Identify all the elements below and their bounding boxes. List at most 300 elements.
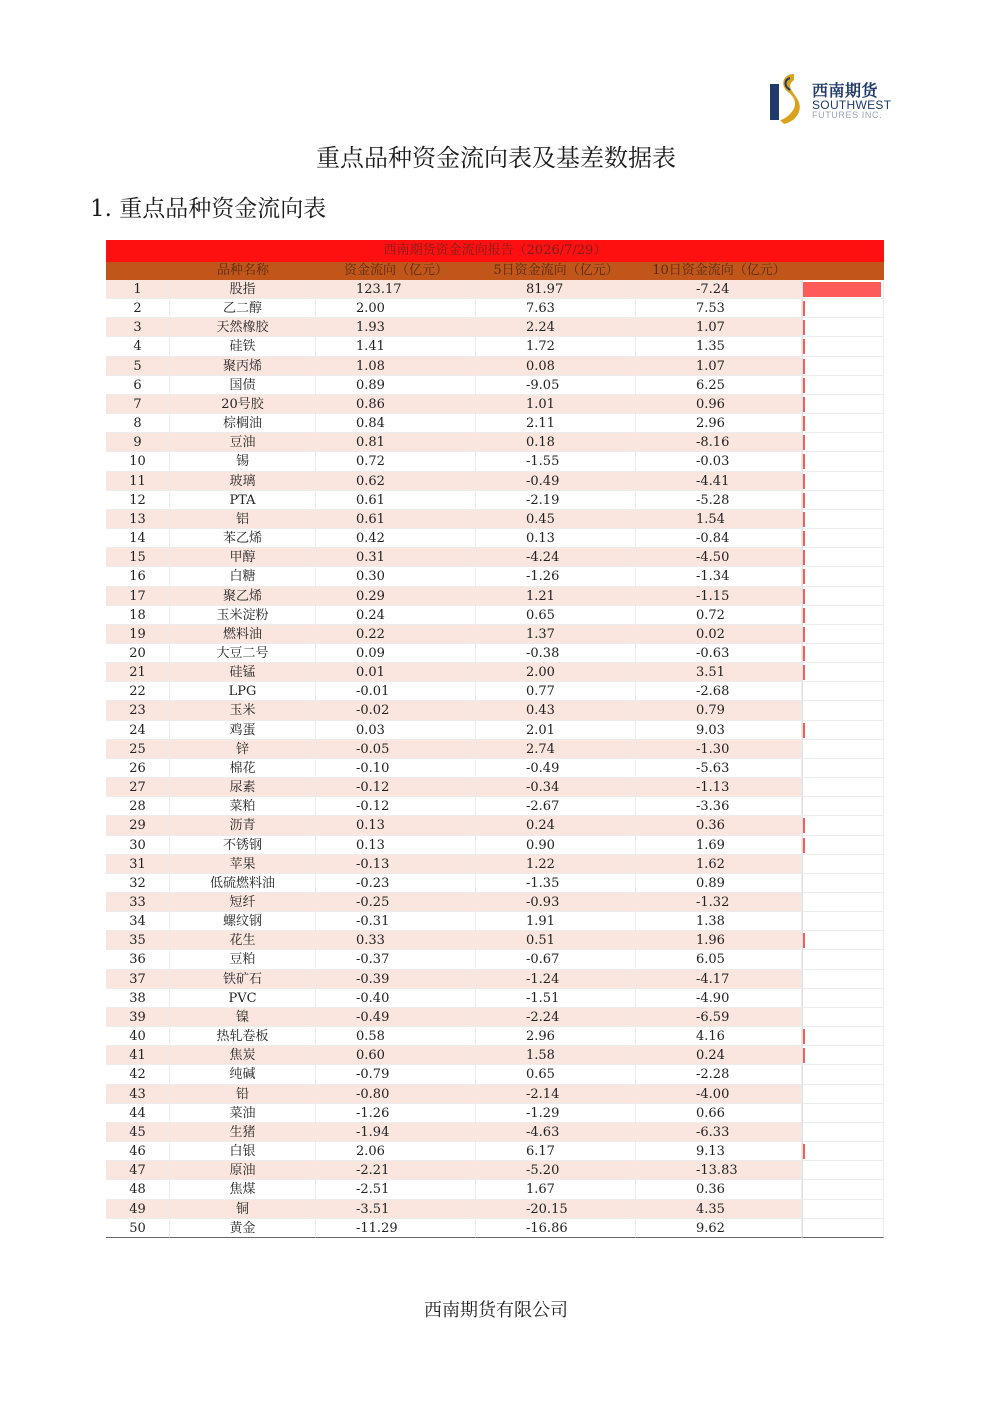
row-flow-10d: -1.13 (636, 778, 802, 797)
table-row (106, 682, 884, 701)
row-name: PTA (170, 491, 316, 510)
row-flow: -0.13 (316, 855, 476, 874)
positive-databar (803, 531, 805, 546)
row-name: 铅 (170, 1085, 316, 1104)
table-row (106, 395, 884, 414)
row-flow-10d: 1.62 (636, 855, 802, 874)
row-flow-5d: 0.90 (476, 836, 636, 855)
row-name: 天然橡胶 (170, 318, 316, 337)
positive-databar (803, 608, 805, 623)
row-name: 铜 (170, 1200, 316, 1219)
row-databar-cell (802, 529, 884, 548)
row-flow: 0.84 (316, 414, 476, 433)
row-flow-10d: -4.50 (636, 548, 802, 567)
row-flow: 0.62 (316, 472, 476, 491)
row-flow: 0.33 (316, 931, 476, 950)
row-index: 50 (106, 1219, 170, 1238)
row-name: 焦煤 (170, 1180, 316, 1199)
table-row (106, 1027, 884, 1046)
row-name: 沥青 (170, 816, 316, 835)
row-databar-cell (802, 491, 884, 510)
row-flow-10d: 0.72 (636, 606, 802, 625)
header-index (106, 262, 170, 280)
row-flow: -0.40 (316, 989, 476, 1008)
row-index: 19 (106, 625, 170, 644)
row-flow-10d: 1.54 (636, 510, 802, 529)
row-index: 20 (106, 644, 170, 663)
table-row (106, 1008, 884, 1027)
row-flow-5d: -0.49 (476, 759, 636, 778)
table-row (106, 1085, 884, 1104)
row-index: 2 (106, 299, 170, 318)
row-databar-cell (802, 759, 884, 778)
row-flow-5d: 7.63 (476, 299, 636, 318)
row-flow-5d: 0.08 (476, 357, 636, 376)
row-index: 45 (106, 1123, 170, 1142)
row-flow-10d: -0.84 (636, 529, 802, 548)
row-databar-cell (802, 1219, 884, 1238)
row-name: 大豆二号 (170, 644, 316, 663)
row-flow-10d: -5.28 (636, 491, 802, 510)
row-flow-10d: 9.13 (636, 1142, 802, 1161)
row-flow: -3.51 (316, 1200, 476, 1219)
row-databar-cell (802, 357, 884, 376)
row-index: 28 (106, 797, 170, 816)
row-databar-cell (802, 452, 884, 471)
header-name: 品种名称 (216, 263, 269, 278)
row-flow-5d: 0.65 (476, 1065, 636, 1084)
page-title: 重点品种资金流向表及基差数据表 (316, 144, 676, 172)
row-flow-10d: 0.79 (636, 701, 802, 720)
row-name: 尿素 (170, 778, 316, 797)
row-name: 镍 (170, 1008, 316, 1027)
row-flow: -0.10 (316, 759, 476, 778)
row-name: 玉米 (170, 701, 316, 720)
positive-databar (803, 1048, 805, 1063)
row-flow: -0.02 (316, 701, 476, 720)
row-databar-cell (802, 644, 884, 663)
row-databar-cell (802, 874, 884, 893)
logo-s-icon (768, 72, 808, 124)
row-flow: 0.89 (316, 376, 476, 395)
row-flow-10d: -13.83 (636, 1161, 802, 1180)
row-databar-cell (802, 567, 884, 586)
positive-databar (803, 359, 805, 374)
positive-databar (803, 397, 805, 412)
row-flow: 0.42 (316, 529, 476, 548)
row-databar-cell (802, 587, 884, 606)
row-flow-10d: -0.03 (636, 452, 802, 471)
table-row (106, 587, 884, 606)
table-row (106, 548, 884, 567)
row-flow-5d: 1.67 (476, 1180, 636, 1199)
row-flow-10d: -1.34 (636, 567, 802, 586)
table-row (106, 912, 884, 931)
table-row (106, 740, 884, 759)
row-index: 12 (106, 491, 170, 510)
table-row (106, 1161, 884, 1180)
positive-databar (803, 416, 805, 431)
row-databar-cell (802, 797, 884, 816)
row-index: 22 (106, 682, 170, 701)
row-name: 国债 (170, 376, 316, 395)
table-row (106, 836, 884, 855)
row-flow-5d: -5.20 (476, 1161, 636, 1180)
row-index: 16 (106, 567, 170, 586)
row-flow-10d: 1.35 (636, 337, 802, 356)
positive-databar (803, 339, 805, 354)
positive-databar (803, 320, 805, 335)
row-name: 豆油 (170, 433, 316, 452)
row-index: 46 (106, 1142, 170, 1161)
row-index: 27 (106, 778, 170, 797)
row-flow: 1.41 (316, 337, 476, 356)
table-row (106, 318, 884, 337)
row-flow-5d: -0.67 (476, 950, 636, 969)
row-flow: 2.00 (316, 299, 476, 318)
table-row (106, 816, 884, 835)
row-databar-cell (802, 1104, 884, 1123)
table-row (106, 376, 884, 395)
row-flow-5d: 0.43 (476, 701, 636, 720)
row-databar-cell (802, 625, 884, 644)
row-name: 股指 (170, 280, 316, 299)
row-flow-5d: 0.24 (476, 816, 636, 835)
row-flow-10d: 6.05 (636, 950, 802, 969)
section-heading: 1. 重点品种资金流向表 (90, 196, 327, 222)
positive-databar (803, 933, 805, 948)
row-flow-10d: 0.96 (636, 395, 802, 414)
table-banner: 西南期货资金流向报告（2026/7/29） (106, 240, 884, 262)
table-row (106, 874, 884, 893)
row-flow-5d: -1.35 (476, 874, 636, 893)
row-name: 螺纹钢 (170, 912, 316, 931)
footer-company: 西南期货有限公司 (424, 1300, 568, 1321)
header-bar (802, 262, 884, 280)
row-flow-10d: 0.36 (636, 816, 802, 835)
row-flow-5d: 1.37 (476, 625, 636, 644)
row-index: 10 (106, 452, 170, 471)
row-databar-cell (802, 280, 884, 299)
row-flow: -1.26 (316, 1104, 476, 1123)
row-databar-cell (802, 433, 884, 452)
row-name: 黄金 (170, 1219, 316, 1238)
row-flow-5d: -1.51 (476, 989, 636, 1008)
row-flow-5d: -0.34 (476, 778, 636, 797)
row-index: 1 (106, 280, 170, 299)
row-databar-cell (802, 510, 884, 529)
row-flow: -0.80 (316, 1085, 476, 1104)
header-flow-5d: 5日资金流向（亿元） (493, 263, 619, 278)
row-index: 41 (106, 1046, 170, 1065)
row-flow-5d: 0.51 (476, 931, 636, 950)
row-flow-5d: 6.17 (476, 1142, 636, 1161)
row-flow: -2.21 (316, 1161, 476, 1180)
row-databar-cell (802, 395, 884, 414)
row-name: 原油 (170, 1161, 316, 1180)
row-databar-cell (802, 778, 884, 797)
row-name: 短纤 (170, 893, 316, 912)
row-index: 15 (106, 548, 170, 567)
row-flow: -11.29 (316, 1219, 476, 1238)
row-flow-10d: 0.66 (636, 1104, 802, 1123)
positive-databar (803, 627, 805, 642)
row-flow: 0.03 (316, 721, 476, 740)
row-name: 菜油 (170, 1104, 316, 1123)
row-flow-5d: 2.96 (476, 1027, 636, 1046)
row-flow: 0.61 (316, 510, 476, 529)
row-flow: 0.31 (316, 548, 476, 567)
row-flow: -0.49 (316, 1008, 476, 1027)
row-index: 8 (106, 414, 170, 433)
row-flow: 0.81 (316, 433, 476, 452)
table-row (106, 989, 884, 1008)
row-name: 低硫燃料油 (170, 874, 316, 893)
row-index: 25 (106, 740, 170, 759)
logo-chinese-name: 西南期货 (812, 81, 879, 100)
positive-databar (803, 493, 805, 508)
row-name: 焦炭 (170, 1046, 316, 1065)
row-databar-cell (802, 970, 884, 989)
row-flow: -2.51 (316, 1180, 476, 1199)
row-databar-cell (802, 931, 884, 950)
row-databar-cell (802, 606, 884, 625)
row-index: 47 (106, 1161, 170, 1180)
row-name: 鸡蛋 (170, 721, 316, 740)
table-row (106, 1142, 884, 1161)
row-name: 聚乙烯 (170, 587, 316, 606)
row-flow-10d: 0.36 (636, 1180, 802, 1199)
row-name: 聚丙烯 (170, 357, 316, 376)
row-flow-5d: 1.91 (476, 912, 636, 931)
row-databar-cell (802, 836, 884, 855)
row-databar-cell (802, 1161, 884, 1180)
fund-flow-table (106, 240, 884, 1238)
row-flow-5d: -20.15 (476, 1200, 636, 1219)
row-databar-cell (802, 855, 884, 874)
row-flow-10d: 7.53 (636, 299, 802, 318)
row-flow-5d: 2.24 (476, 318, 636, 337)
row-index: 14 (106, 529, 170, 548)
row-databar-cell (802, 299, 884, 318)
row-flow: 0.29 (316, 587, 476, 606)
row-index: 11 (106, 472, 170, 491)
row-flow-10d: 1.96 (636, 931, 802, 950)
table-row (106, 855, 884, 874)
positive-databar (803, 818, 805, 833)
row-flow-10d: 4.35 (636, 1200, 802, 1219)
table-row (106, 931, 884, 950)
row-flow-5d: 1.01 (476, 395, 636, 414)
row-flow-10d: -1.32 (636, 893, 802, 912)
positive-databar (803, 723, 805, 738)
row-flow-5d: -9.05 (476, 376, 636, 395)
row-flow-10d: -4.00 (636, 1085, 802, 1104)
table-row (106, 797, 884, 816)
row-flow: 0.61 (316, 491, 476, 510)
row-flow-10d: 0.02 (636, 625, 802, 644)
table-row (106, 721, 884, 740)
table-row (106, 1180, 884, 1199)
row-index: 34 (106, 912, 170, 931)
row-flow-10d: 1.69 (636, 836, 802, 855)
row-flow-10d: -4.17 (636, 970, 802, 989)
table-row (106, 950, 884, 969)
row-flow-5d: 0.13 (476, 529, 636, 548)
row-flow: 0.09 (316, 644, 476, 663)
header-flow: 资金流向（亿元） (343, 263, 448, 278)
row-flow: 123.17 (316, 280, 476, 299)
row-databar-cell (802, 548, 884, 567)
table-row (106, 1065, 884, 1084)
row-flow: -0.05 (316, 740, 476, 759)
row-databar-cell (802, 1085, 884, 1104)
row-index: 6 (106, 376, 170, 395)
row-flow-5d: -1.24 (476, 970, 636, 989)
row-name: 玻璃 (170, 472, 316, 491)
table-row (106, 337, 884, 356)
positive-databar (803, 512, 805, 527)
row-databar-cell (802, 816, 884, 835)
row-flow: -0.25 (316, 893, 476, 912)
row-index: 44 (106, 1104, 170, 1123)
positive-databar (803, 589, 805, 604)
table-row (106, 357, 884, 376)
row-index: 17 (106, 587, 170, 606)
row-index: 7 (106, 395, 170, 414)
row-name: 甲醇 (170, 548, 316, 567)
row-flow-5d: -2.24 (476, 1008, 636, 1027)
row-flow: 0.30 (316, 567, 476, 586)
row-flow-10d: 3.51 (636, 663, 802, 682)
row-index: 21 (106, 663, 170, 682)
row-flow-5d: 0.77 (476, 682, 636, 701)
row-name: 棉花 (170, 759, 316, 778)
row-flow-5d: -2.14 (476, 1085, 636, 1104)
row-name: 生猪 (170, 1123, 316, 1142)
row-name: 棕榈油 (170, 414, 316, 433)
row-index: 23 (106, 701, 170, 720)
row-databar-cell (802, 1142, 884, 1161)
row-index: 36 (106, 950, 170, 969)
row-databar-cell (802, 472, 884, 491)
table-row (106, 644, 884, 663)
positive-databar (803, 1144, 805, 1159)
row-flow: -0.12 (316, 797, 476, 816)
positive-databar (803, 474, 805, 489)
table-row (106, 433, 884, 452)
table-header (106, 262, 884, 280)
positive-databar (803, 454, 805, 469)
row-flow-10d: 6.25 (636, 376, 802, 395)
row-flow-10d: -7.24 (636, 280, 802, 299)
row-flow-5d: 2.01 (476, 721, 636, 740)
row-index: 24 (106, 721, 170, 740)
row-flow: -0.39 (316, 970, 476, 989)
row-index: 49 (106, 1200, 170, 1219)
row-flow-10d: 9.03 (636, 721, 802, 740)
row-index: 32 (106, 874, 170, 893)
row-flow: 0.13 (316, 816, 476, 835)
row-flow-5d: 1.21 (476, 587, 636, 606)
table-row (106, 893, 884, 912)
row-flow-10d: -3.36 (636, 797, 802, 816)
table-row (106, 1046, 884, 1065)
row-databar-cell (802, 740, 884, 759)
row-flow-5d: -0.93 (476, 893, 636, 912)
row-databar-cell (802, 1180, 884, 1199)
row-databar-cell (802, 682, 884, 701)
table-row (106, 1104, 884, 1123)
positive-databar (803, 301, 805, 316)
row-flow: -0.79 (316, 1065, 476, 1084)
row-flow-5d: 2.74 (476, 740, 636, 759)
table-row (106, 299, 884, 318)
row-databar-cell (802, 376, 884, 395)
row-flow: 1.08 (316, 357, 476, 376)
row-name: 硅锰 (170, 663, 316, 682)
row-flow: 1.93 (316, 318, 476, 337)
row-flow-5d: -1.55 (476, 452, 636, 471)
row-name: 纯碱 (170, 1065, 316, 1084)
row-name: 20号胶 (170, 395, 316, 414)
logo-english-subname: FUTURES INC. (812, 110, 883, 120)
row-name: 锡 (170, 452, 316, 471)
row-flow: 0.86 (316, 395, 476, 414)
table-row (106, 701, 884, 720)
table-row (106, 567, 884, 586)
row-name: 燃料油 (170, 625, 316, 644)
table-body (106, 280, 884, 1238)
row-flow-10d: -0.63 (636, 644, 802, 663)
row-flow: 0.22 (316, 625, 476, 644)
row-index: 18 (106, 606, 170, 625)
table-row (106, 510, 884, 529)
row-databar-cell (802, 337, 884, 356)
row-index: 42 (106, 1065, 170, 1084)
row-flow-10d: -2.28 (636, 1065, 802, 1084)
row-flow-10d: -6.33 (636, 1123, 802, 1142)
row-flow: -0.31 (316, 912, 476, 931)
table-row (106, 1219, 884, 1238)
row-databar-cell (802, 701, 884, 720)
row-name: PVC (170, 989, 316, 1008)
row-flow-5d: -1.29 (476, 1104, 636, 1123)
row-flow-10d: 2.96 (636, 414, 802, 433)
row-flow-5d: 2.00 (476, 663, 636, 682)
table-row (106, 414, 884, 433)
positive-databar (803, 282, 881, 297)
row-flow-10d: -5.63 (636, 759, 802, 778)
row-flow-5d: -0.49 (476, 472, 636, 491)
row-databar-cell (802, 663, 884, 682)
row-index: 43 (106, 1085, 170, 1104)
positive-databar (803, 550, 805, 565)
row-flow-5d: 0.18 (476, 433, 636, 452)
row-flow-5d: -2.19 (476, 491, 636, 510)
header-flow-10d: 10日资金流向（亿元） (652, 263, 786, 278)
table-row (106, 759, 884, 778)
table-row (106, 663, 884, 682)
row-index: 4 (106, 337, 170, 356)
row-databar-cell (802, 414, 884, 433)
row-name: 热轧卷板 (170, 1027, 316, 1046)
row-flow-5d: 0.45 (476, 510, 636, 529)
row-index: 29 (106, 816, 170, 835)
row-index: 30 (106, 836, 170, 855)
positive-databar (803, 838, 805, 853)
row-name: 锌 (170, 740, 316, 759)
